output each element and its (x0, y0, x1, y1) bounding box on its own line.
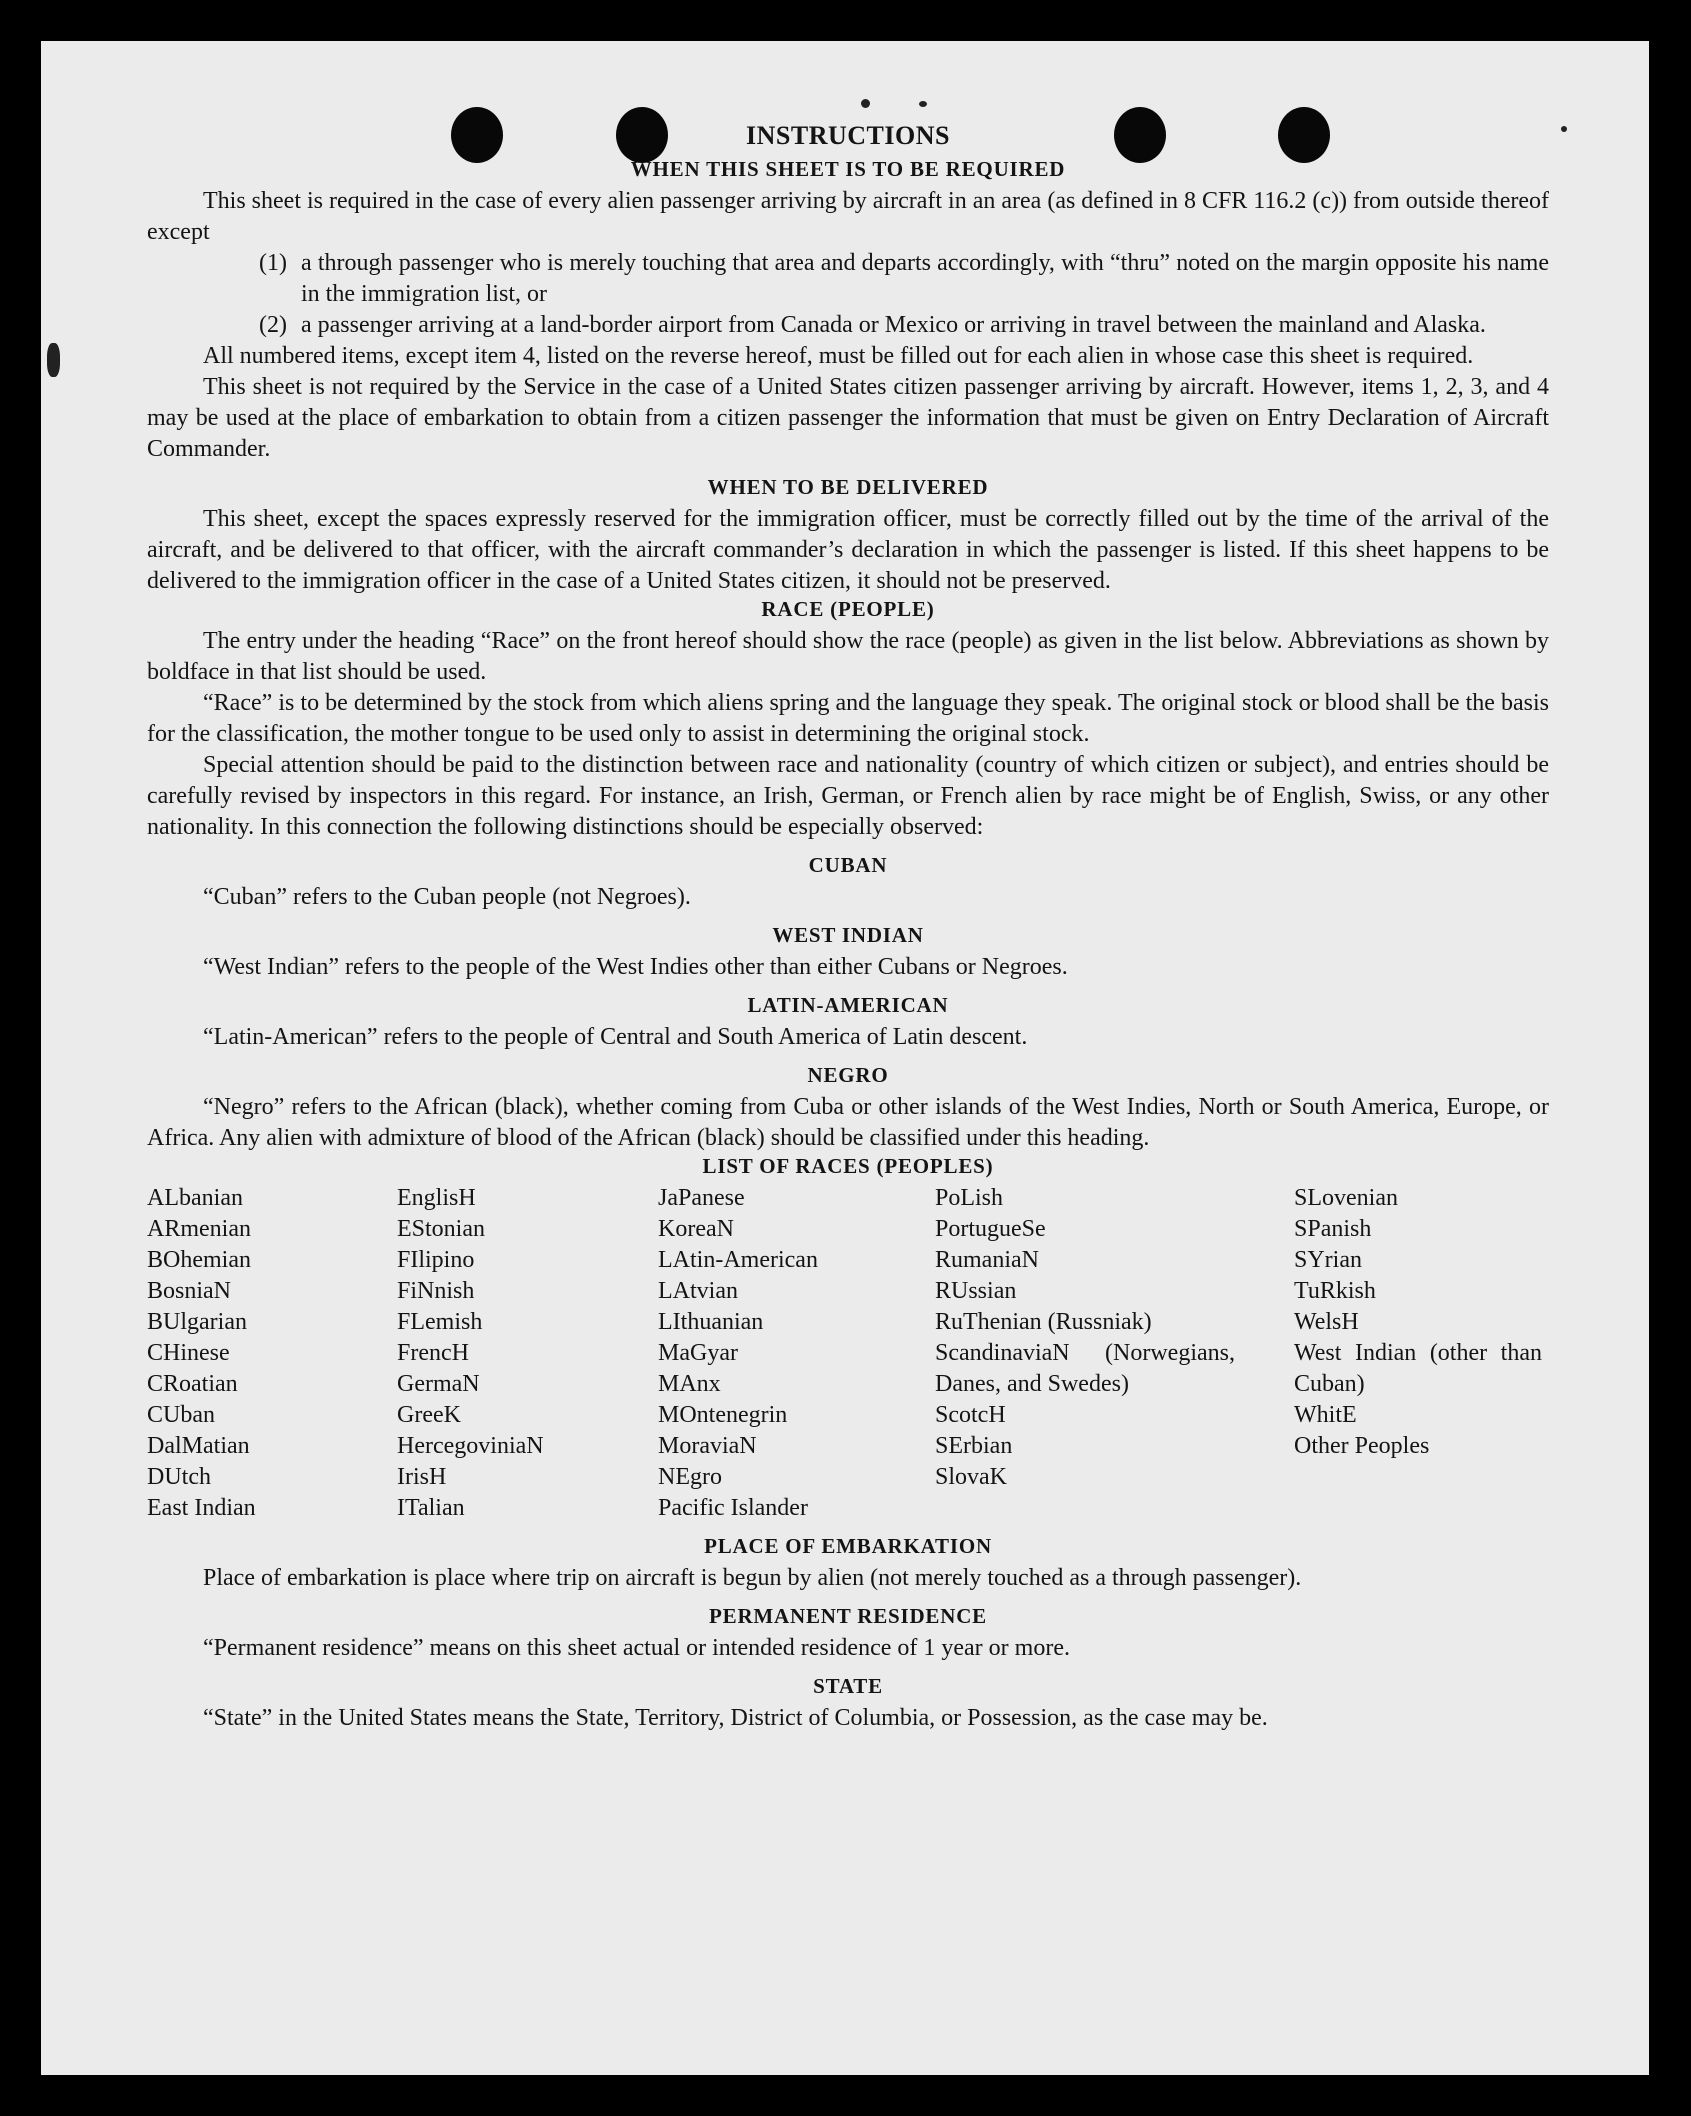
race-entry: LAtvian (658, 1278, 738, 1304)
race-entry: SLovenian (1294, 1185, 1398, 1211)
race-entry: CHinese (147, 1340, 230, 1366)
race-entry: Other Peoples (1294, 1433, 1430, 1459)
exception-item-2 (259, 310, 1549, 341)
race-entry: PoLish (935, 1185, 1004, 1211)
race-entry: FIlipino (397, 1247, 475, 1273)
race-entry: BosniaN (147, 1278, 231, 1304)
race-entry: EnglisH (397, 1185, 476, 1211)
exception-text: a passenger arriving at a land-border airport from Canada or Mexico or arriving in travel between the mainland and Alaska. (301, 312, 1486, 338)
race-entry: DUtch (147, 1464, 211, 1490)
section-heading-state: STATE (813, 1674, 883, 1698)
race-entry: LIthuanian (658, 1309, 764, 1335)
west-indian-paragraph: “West Indian” refers to the people of the West Indies other than either Cubans or Negroes. (203, 954, 1068, 980)
race-entry: FrencH (397, 1340, 469, 1366)
section-heading-required: WHEN THIS SHEET IS TO BE REQUIRED (630, 157, 1066, 181)
race-entry: West Indian (other than Cuban) (1294, 1340, 1542, 1397)
embarkation-paragraph: Place of embarkation is place where trip on aircraft is begun by alien (not merely touched as a through passenger). (203, 1565, 1302, 1591)
races-column-2 (397, 1183, 658, 1524)
race-entry: Pacific Islander (658, 1495, 808, 1521)
residence-paragraph: “Permanent residence” means on this sheet actual or intended residence of 1 year or more. (203, 1635, 1070, 1661)
race-entry: ITalian (397, 1495, 465, 1521)
races-column-4 (935, 1183, 1294, 1524)
section-heading-list-of-races: LIST OF RACES (PEOPLES) (702, 1154, 994, 1178)
exception-number: (1) (259, 250, 287, 276)
race-entry: CUban (147, 1402, 215, 1428)
race-entry: MaGyar (658, 1340, 738, 1366)
ink-speck (1561, 126, 1567, 132)
required-paragraph-3: This sheet is not required by the Service in the case of a United States citizen passenger arriving by aircraft. However, items 1, 2, 3, and 4 may be used at the place of embarkation to obtain from a citizen passenger the information that must be given on Entry Declaration of Aircraft Commander. (147, 374, 1549, 462)
race-entry: GreeK (397, 1402, 461, 1428)
exception-number: (2) (259, 312, 287, 338)
race-paragraph-1: The entry under the heading “Race” on the front hereof should show the race (people) as given in the list below. Abbreviations as shown by boldface in that list should be used. (147, 628, 1549, 685)
races-column-5 (1294, 1183, 1549, 1524)
race-entry: KoreaN (658, 1216, 734, 1242)
race-entry: SErbian (935, 1433, 1013, 1459)
race-entry: FLemish (397, 1309, 483, 1335)
required-intro: This sheet is required in the case of every alien passenger arriving by aircraft in an area (as defined in 8 CFR 116.2 (c)) from outside thereof except (147, 188, 1549, 245)
race-entry: WhitE (1294, 1402, 1357, 1428)
section-heading-negro: NEGRO (807, 1063, 889, 1087)
race-entry: East Indian (147, 1495, 256, 1521)
race-entry: SlovaK (935, 1464, 1007, 1490)
document-page (41, 41, 1649, 2075)
cuban-paragraph: “Cuban” refers to the Cuban people (not Negroes). (203, 884, 691, 910)
race-entry: LAtin-American (658, 1247, 818, 1273)
race-entry: PortugueSe (935, 1216, 1046, 1242)
exception-text: a through passenger who is merely touching that area and departs accordingly, with “thru” noted on the margin opposite his name in the immigration list, or (301, 250, 1549, 307)
ink-speck (919, 101, 927, 107)
race-entry: RUssian (935, 1278, 1017, 1304)
race-entry: DalMatian (147, 1433, 250, 1459)
race-paragraph-2: “Race” is to be determined by the stock from which aliens spring and the language they speak. The original stock or blood shall be the basis for the classification, the mother tongue to be used only to assist in determining the original stock. (147, 690, 1549, 747)
race-entry: ScotcH (935, 1402, 1006, 1428)
race-entry: TuRkish (1294, 1278, 1376, 1304)
race-entry: MOntenegrin (658, 1402, 788, 1428)
race-paragraph-3: Special attention should be paid to the distinction between race and nationality (country of which citizen or subject), and entries should be carefully revised by inspectors in this regard. For instance, an Irish, German, or French alien by race might be of English, Swiss, or any other nationality. In this connection the following distinctions should be especially observed: (147, 752, 1549, 840)
races-list (147, 1183, 1549, 1524)
section-heading-residence: PERMANENT RESIDENCE (709, 1604, 987, 1628)
section-heading-latin-american: LATIN-AMERICAN (747, 993, 949, 1017)
race-entry: JaPanese (658, 1185, 745, 1211)
page-title: INSTRUCTIONS (746, 121, 950, 150)
race-entry: FiNnish (397, 1278, 475, 1304)
section-heading-west-indian: WEST INDIAN (772, 923, 924, 947)
latin-american-paragraph: “Latin-American” refers to the people of Central and South America of Latin descent. (203, 1024, 1028, 1050)
required-paragraph-2: All numbered items, except item 4, listed on the reverse hereof, must be filled out for each alien in whose case this sheet is required. (203, 343, 1474, 369)
race-entry: SPanish (1294, 1216, 1372, 1242)
section-heading-embarkation: PLACE OF EMBARKATION (704, 1534, 992, 1558)
race-entry: NEgro (658, 1464, 722, 1490)
exception-item-1 (259, 248, 1549, 310)
race-entry: CRoatian (147, 1371, 238, 1397)
race-entry: SYrian (1294, 1247, 1362, 1273)
race-entry: MoraviaN (658, 1433, 757, 1459)
race-entry: RuThenian (Russniak) (935, 1309, 1152, 1335)
section-heading-cuban: CUBAN (808, 853, 888, 877)
definitions-tail (147, 1534, 1549, 1734)
section-heading-race: RACE (PEOPLE) (761, 597, 935, 621)
delivered-paragraph: This sheet, except the spaces expressly reserved for the immigration officer, must be correctly filled out by the time of the arrival of the aircraft, and be delivered to that officer, with the aircraft commander’s declaration in which the passenger is listed. If this sheet happens to be delivered to the immigration officer in the case of a United States citizen, it should not be preserved. (147, 506, 1549, 594)
race-entry: RumaniaN (935, 1247, 1039, 1273)
races-column-1 (147, 1183, 397, 1524)
state-paragraph: “State” in the United States means the State, Territory, District of Columbia, or Possession, as the case may be. (203, 1705, 1268, 1731)
race-entry: EStonian (397, 1216, 485, 1242)
race-entry: WelsH (1294, 1309, 1359, 1335)
race-entry: HercegoviniaN (397, 1433, 544, 1459)
ink-speck (861, 99, 870, 108)
race-entry: ALbanian (147, 1185, 243, 1211)
race-entry: BUlgarian (147, 1309, 247, 1335)
race-entry: ARmenian (147, 1216, 251, 1242)
negro-paragraph: “Negro” refers to the African (black), whether coming from Cuba or other islands of the West Indies, North or South America, Europe, or Africa. Any alien with admixture of blood of the African (black) should be classified under this heading. (147, 1094, 1549, 1151)
race-entry: ScandinaviaN (Norwegians, Danes, and Swedes) (935, 1340, 1235, 1397)
race-entry: GermaN (397, 1371, 480, 1397)
section-heading-delivered: WHEN TO BE DELIVERED (707, 475, 989, 499)
ink-smudge (47, 343, 60, 377)
race-entry: MAnx (658, 1371, 721, 1397)
races-column-3 (658, 1183, 935, 1524)
race-entry: BOhemian (147, 1247, 251, 1273)
race-entry: IrisH (397, 1464, 447, 1490)
instructions-body (147, 121, 1549, 1734)
